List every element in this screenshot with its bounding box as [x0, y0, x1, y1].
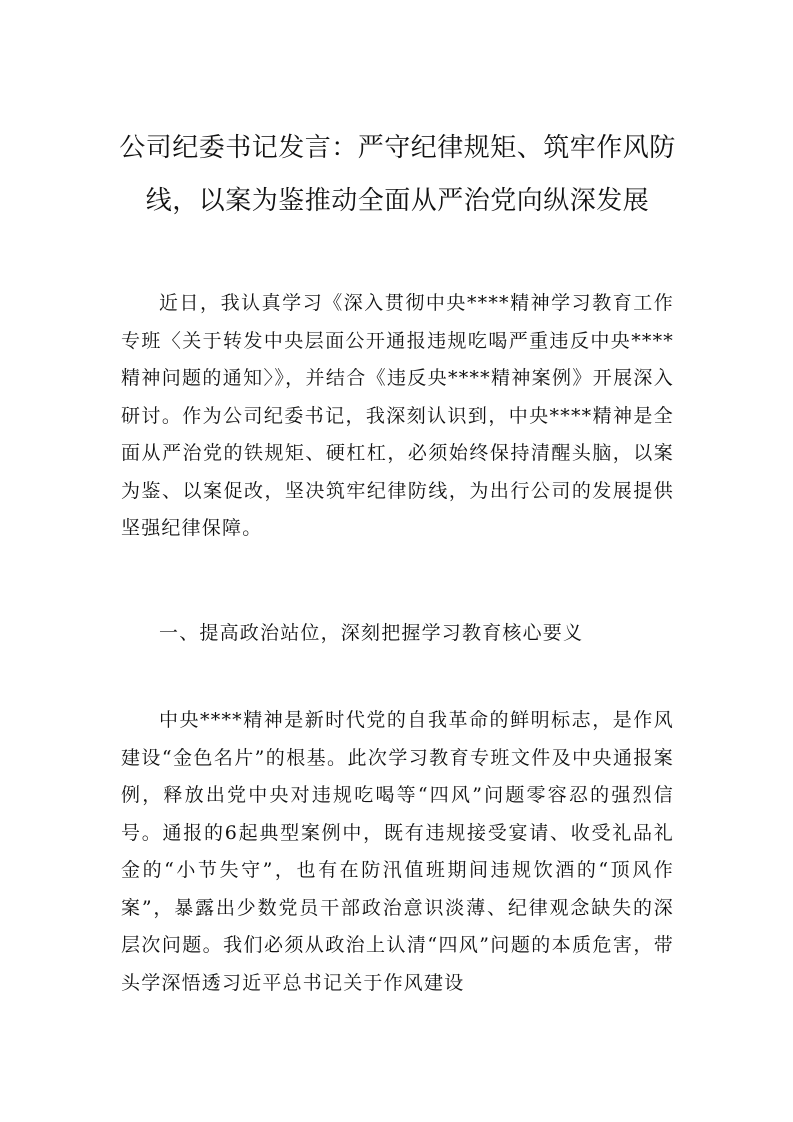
title-line-1: 公司纪委书记发言：严守纪律规矩、筑牢作风防 — [119, 133, 676, 163]
document-title — [110, 122, 685, 228]
section-1-paragraph: 中央****精神是新时代党的自我革命的鲜明标志，是作风建设“金色名片”的根基。此次学习教育专班文件及中央通报案例，释放出党中央对违规吃喝等“四风”问题零容忍的强烈信号。通报的6起典型案例中，既有违规接受宴请、收受礼品礼金的“小节失守”，也有在防汛值班期间违规饮酒的“顶风作案”，暴露出少数党员干部政治意识淡薄、纪律观念缺失的深层次问题。我们必须从政治上认清“四风”问题的本质危害，带头学深悟透习近平总书记关于作风建设 — [121, 709, 674, 994]
intro-paragraph: 近日，我认真学习《深入贯彻中央****精神学习教育工作专班〈关于转发中央层面公开通报违规吃喝严重违反中央****精神问题的通知〉》，并结合《违反央****精神案例》开展深入研讨。作为公司纪委书记，我深刻认识到，中央****精神是全面从严治党的铁规矩、硬杠杠，必须始终保持清醒头脑，以案为鉴、以案促改，坚决筑牢纪律防线，为出行公司的发展提供坚强纪律保障。 — [121, 292, 674, 539]
section-heading-1: 一、提高政治站位，深刻把握学习教育核心要义 — [159, 622, 584, 644]
title-line-2: 线，以案为鉴推动全面从严治党向纵深发展 — [145, 186, 650, 216]
